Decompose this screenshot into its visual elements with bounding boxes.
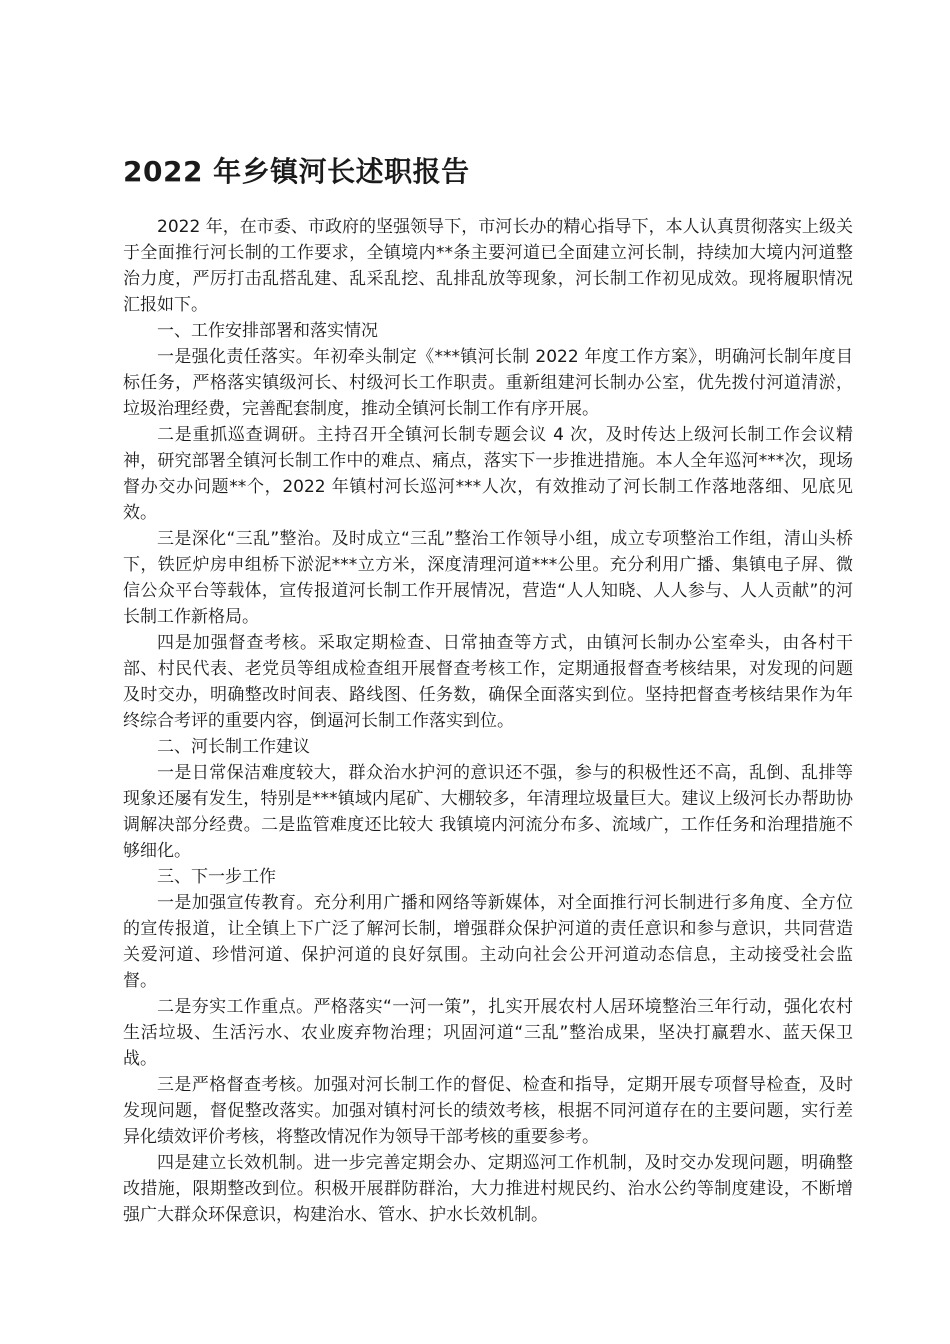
paragraph-publicity: 一是加强宣传教育。充分利用广播和网络等新媒体，对全面推行河长制进行多角度、全方位的宣传报道，让全镇上下广泛了解河长制，增强群众保护河道的责任意识和参与意识，共同营造关爱河道、珍惜河道、保护河道的良好氛围。主动向社会公开河道动态信息，主动接受社会监督。: [123, 893, 853, 991]
paragraph-supervision: 四是加强督查考核。采取定期检查、日常抽查等方式，由镇河长制办公室牵头，由各村干部、村民代表、老党员等组成检查组开展督查考核工作，定期通报督查考核结果，对发现的问题及时交办，明确整改时间表、路线图、任务数，确保全面落实到位。坚持把督查考核结果作为年终综合考评的重要内容，倒逼河长制工作落实到位。: [123, 633, 853, 731]
intro-paragraph: 2022 年，在市委、市政府的坚强领导下，市河长办的精心指导下，本人认真贯彻落实上级关于全面推行河长制的工作要求，全镇境内**条主要河道已全面建立河长制，持续加大境内河道整治力度，严厉打击乱搭乱建、乱采乱挖、乱排乱放等现象，河长制工作初见成效。现将履职情况汇报如下。: [123, 217, 853, 315]
paragraph-mechanism: 四是建立长效机制。进一步完善定期会办、定期巡河工作机制，及时交办发现问题，明确整改措施，限期整改到位。积极开展群防群治，大力推进村规民约、治水公约等制度建设，不断增强广大群众环保意识，构建治水、管水、护水长效机制。: [123, 1153, 853, 1225]
document-title: 2022 年乡镇河长述职报告: [123, 155, 470, 188]
section-heading-1: 一、工作安排部署和落实情况: [157, 321, 378, 341]
document-body: [123, 214, 853, 1228]
section-heading-3: 三、下一步工作: [157, 867, 276, 887]
paragraph-assessment: 三是严格督查考核。加强对河长制工作的督促、检查和指导，定期开展专项督导检查，及时发现问题，督促整改落实。加强对镇村河长的绩效考核，根据不同河道存在的主要问题，实行差异化绩效评价考核，将整改情况作为领导干部考核的重要参考。: [123, 1075, 853, 1147]
section-heading-2: 二、河长制工作建议: [157, 737, 310, 757]
paragraph-inspection: 二是重抓巡查调研。主持召开全镇河长制专题会议 4 次，及时传达上级河长制工作会议精神，研究部署全镇河长制工作中的难点、痛点，落实下一步推进措施。本人全年巡河***次，现场督办交办问题**个，2022 年镇村河长巡河***人次，有效推动了河长制工作落地落细、见底见效。: [123, 425, 853, 523]
paragraph-rectification: 三是深化“三乱”整治。及时成立“三乱”整治工作领导小组，成立专项整治工作组，清山头桥下，铁匠炉房申组桥下淤泥***立方米，深度清理河道***公里。充分利用广播、集镇电子屏、微信公众平台等载体，宣传报道河长制工作开展情况，营造“人人知晓、人人参与、人人贡献”的河长制工作新格局。: [123, 529, 853, 627]
paragraph-suggestions: 一是日常保洁难度较大，群众治水护河的意识还不强，参与的积极性还不高，乱倒、乱排等现象还屡有发生，特别是***镇域内尾矿、大棚较多，年清理垃圾量巨大。建议上级河长办帮助协调解决部分经费。二是监管难度还比较大 我镇境内河流分布多、流域广，工作任务和治理措施不够细化。: [123, 763, 853, 861]
paragraph-responsibility: 一是强化责任落实。年初牵头制定《***镇河长制 2022 年度工作方案》，明确河长制年度目标任务，严格落实镇级河长、村级河长工作职责。重新组建河长制办公室，优先拨付河道清淤，垃圾治理经费，完善配套制度，推动全镇河长制工作有序开展。: [123, 347, 853, 419]
paragraph-priorities: 二是夯实工作重点。严格落实“一河一策”，扎实开展农村人居环境整治三年行动，强化农村生活垃圾、生活污水、农业废弃物治理；巩固河道“三乱”整治成果，坚决打赢碧水、蓝天保卫战。: [123, 997, 853, 1069]
document-page: [123, 150, 853, 1228]
